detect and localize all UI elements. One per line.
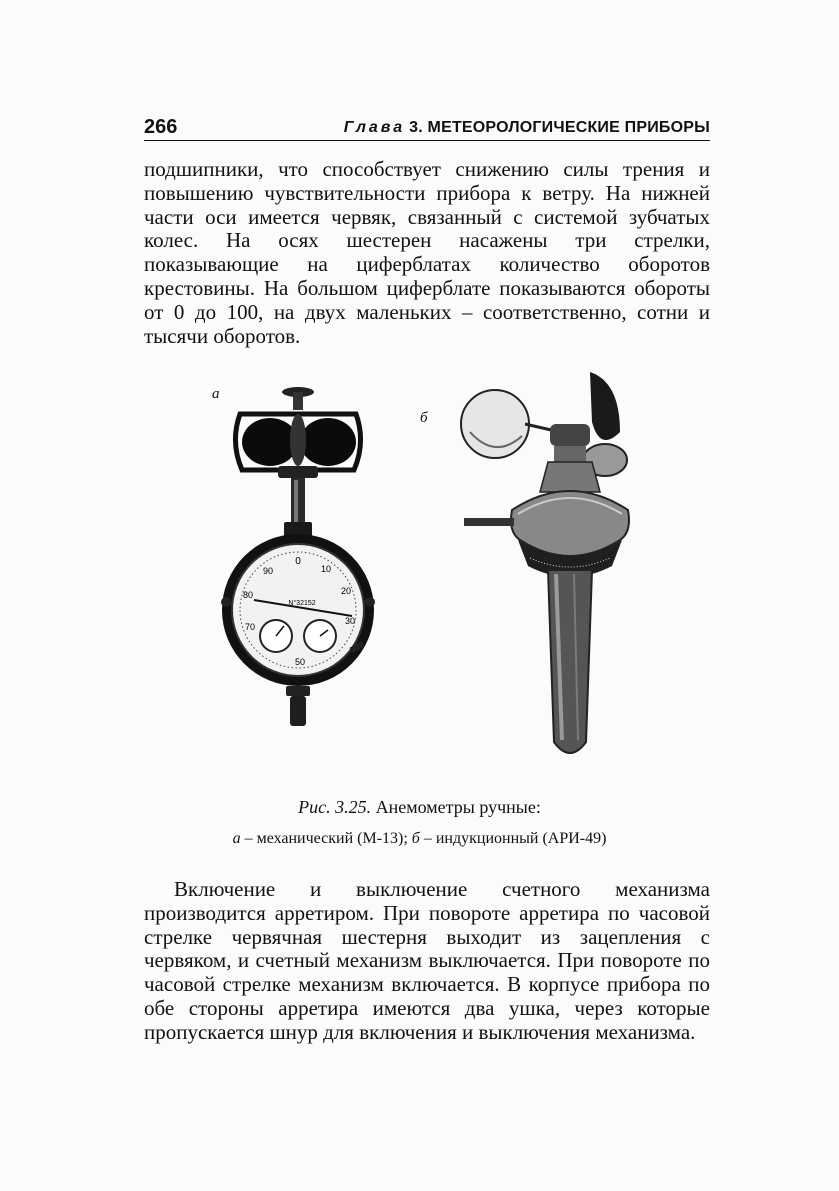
dial-mark-0: 0 xyxy=(295,556,301,567)
figure-number: Рис. 3.25. xyxy=(298,797,372,817)
figure-caption-title xyxy=(0,797,839,818)
dial-mark-50: 50 xyxy=(294,657,306,667)
figure-anemometers xyxy=(200,362,640,780)
dial-mark-70: 70 xyxy=(244,622,256,632)
induction-anemometer xyxy=(461,372,629,753)
paragraph-bearings: подшипники, что способствует снижению силы трения и повышению чувствительности прибора к ветру. На нижней части оси имеется червяк, связанный с системой зубчатых колес. На осях шестерен насажены три стрелки, показывающие на циферблатах количество оборотов крестовины. На большом циферблате показываются обороты от 0 до 100, на двух маленьких – соответственно, сотни и тысячи оборотов. xyxy=(144,157,710,348)
figure-caption-text: Анемометры ручные: xyxy=(375,797,541,817)
paragraph-arrester: Включение и выключение счетного механизма производится арретиром. При повороте арретира по часовой стрелке червячная шестерня выходит из зацепления с червяком, и счетный механизм выключается. При повороте по часовой стрелке механизм включается. В корпусе прибора по обе стороны арретира имеются два ушка, через которые пропускается шнур для включения и выключения механизма. xyxy=(144,877,710,1044)
dial-mark-20: 20 xyxy=(340,586,352,596)
dial-mark-90: 90 xyxy=(262,566,274,576)
caption-text-a: – механический (М-13); xyxy=(244,830,408,847)
mechanical-anemometer xyxy=(221,387,375,726)
dial-mark-80: 80 xyxy=(242,590,254,600)
chapter-title xyxy=(344,119,710,137)
figure-label-b: б xyxy=(420,410,428,426)
dial-mark-10: 10 xyxy=(320,564,332,574)
page-number: 266 xyxy=(144,116,178,138)
caption-label-a: а xyxy=(232,830,241,847)
chapter-prefix: Глава xyxy=(343,119,406,136)
figure-caption-legend xyxy=(0,830,839,848)
figure-label-a: а xyxy=(212,386,220,402)
serial-number: N°32152 xyxy=(288,600,316,607)
dial-mark-30: 30 xyxy=(344,616,356,626)
caption-text-b: – индукционный (АРИ-49) xyxy=(423,830,607,847)
chapter-name: 3. МЕТЕОРОЛОГИЧЕСКИЕ ПРИБОРЫ xyxy=(409,119,710,136)
caption-label-b: б xyxy=(411,830,420,847)
running-head xyxy=(144,114,710,141)
